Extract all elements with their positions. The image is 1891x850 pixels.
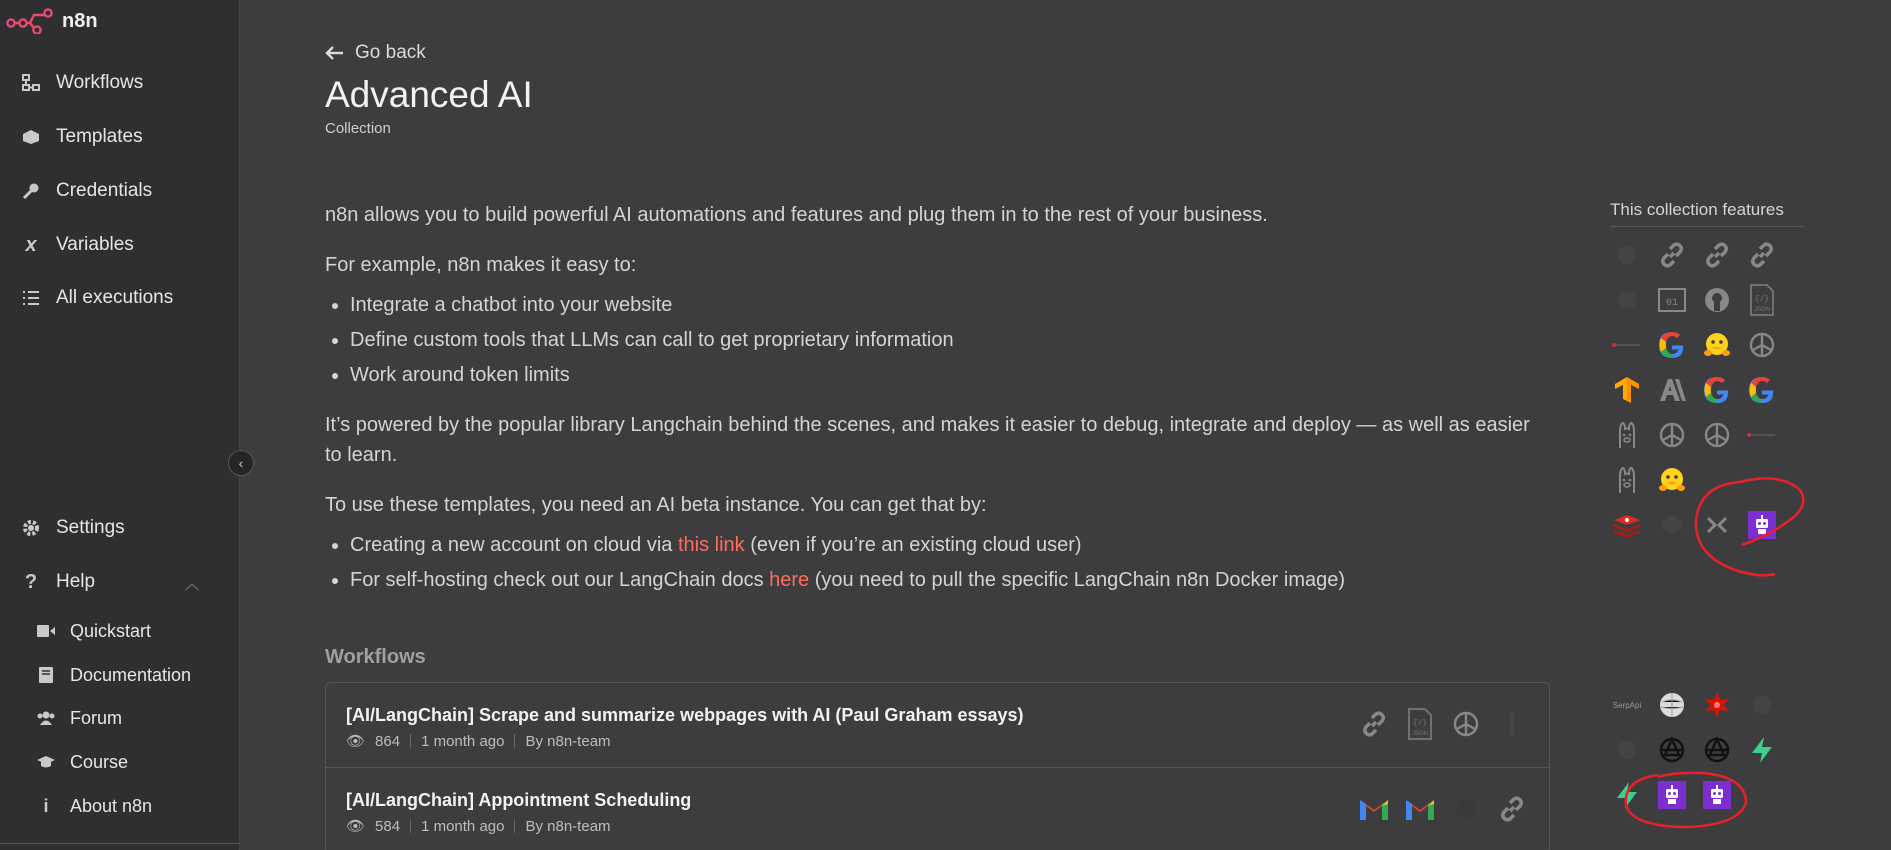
collapse-sidebar-button[interactable]	[228, 450, 254, 476]
help-item-about[interactable]	[0, 788, 240, 824]
workflows-icon	[20, 72, 42, 94]
setup-list	[350, 530, 1535, 595]
description-paragraph: To use these templates, you need an AI beta instance. You can get that by:	[325, 494, 987, 516]
meta-divider	[410, 734, 411, 748]
faded-icon	[1610, 238, 1644, 272]
eye-icon: 👁	[346, 818, 366, 835]
link-icon	[1655, 238, 1689, 272]
arrow-left-icon	[325, 45, 345, 61]
ollama-icon	[1610, 463, 1644, 497]
sidebar-item-executions[interactable]	[0, 278, 240, 318]
help-item-label: Documentation	[70, 664, 192, 685]
description-paragraph: n8n allows you to build powerful AI automations and features and plug them in to the rest of your business.	[325, 204, 1268, 226]
graduation-icon	[36, 752, 56, 772]
n8n-logo[interactable]	[6, 8, 98, 34]
list-text: (even if you’re an existing cloud user)	[744, 534, 1082, 556]
help-item-forum[interactable]	[0, 700, 240, 736]
chevron-up-icon[interactable]: ︿	[185, 576, 199, 592]
description-paragraph: It’s powered by the popular library Langchain behind the scenes, and makes it easier to debug, integrate and deploy — as well as easier to learn.	[325, 414, 1530, 466]
google-icon	[1700, 373, 1734, 407]
openai-icon	[1655, 418, 1689, 452]
sidebar-item-label: Credentials	[56, 180, 153, 201]
robot-icon	[1655, 778, 1689, 812]
faded-icon	[1610, 283, 1644, 317]
help-item-label: Quickstart	[70, 620, 152, 641]
collection-features-panel	[1610, 200, 1805, 710]
info-icon: i	[43, 795, 49, 816]
workflow-list	[325, 682, 1550, 850]
sidebar-item-settings[interactable]	[0, 508, 240, 548]
meta-divider	[514, 734, 515, 748]
app-name: n8n	[62, 9, 98, 32]
gmail-icon	[1357, 792, 1391, 826]
list-item	[350, 530, 1535, 560]
line-icon	[1745, 418, 1779, 452]
list-text: Creating a new account on cloud via	[350, 534, 678, 556]
robot-icon	[1700, 778, 1734, 812]
google-icon	[1745, 373, 1779, 407]
faded-icon	[1655, 508, 1689, 542]
workflow-node-icons	[1357, 707, 1529, 741]
sidebar-item-label: Settings	[56, 517, 125, 538]
openai-icon	[1745, 328, 1779, 362]
svg-text:JSON: JSON	[1411, 731, 1429, 737]
link-icon	[1495, 792, 1529, 826]
workflow-title: [AI/LangChain] Scrape and summarize webpages with AI (Paul Graham essays)	[346, 705, 1024, 725]
line-icon	[1610, 328, 1644, 362]
workflow-author: By n8n-team	[525, 817, 611, 835]
workflow-age: 1 month ago	[421, 732, 505, 750]
tensorflow-icon	[1610, 373, 1644, 407]
anthropic-icon	[1655, 373, 1689, 407]
meta-divider	[410, 819, 411, 833]
svg-text:SerpApi: SerpApi	[1612, 701, 1642, 710]
workflow-row[interactable]	[326, 683, 1549, 768]
page-title: Advanced AI	[325, 74, 533, 115]
workflows-section-title: Workflows	[325, 646, 426, 668]
sidebar-item-variables[interactable]	[0, 225, 240, 265]
list-item	[350, 565, 1535, 595]
list-item: • Integrate a chatbot into your website	[350, 290, 1535, 320]
n8n-logo-icon	[6, 8, 54, 34]
sidebar-item-label: Help	[56, 571, 96, 592]
sidebar-item-templates[interactable]	[0, 117, 240, 157]
sidebar-item-workflows[interactable]	[0, 63, 240, 103]
svg-text:{/}: {/}	[1754, 295, 1770, 304]
go-back-link[interactable]	[325, 42, 426, 64]
openai-icon	[1700, 418, 1734, 452]
faded-icon	[1495, 707, 1529, 741]
video-icon	[36, 621, 56, 641]
github-icon	[1700, 283, 1734, 317]
redis-icon	[1610, 508, 1644, 542]
help-item-course[interactable]	[0, 744, 240, 780]
dark-knot-icon	[1700, 733, 1734, 767]
go-back-label: Go back	[355, 42, 426, 63]
workflow-title: [AI/LangChain] Appointment Scheduling	[346, 790, 692, 810]
robot-icon	[1745, 508, 1779, 542]
workflow-node-icons	[1357, 792, 1529, 826]
workflow-meta	[346, 732, 1529, 750]
openai-icon	[1449, 707, 1483, 741]
serpapi-icon	[1610, 688, 1644, 722]
ollama-icon	[1610, 418, 1644, 452]
wolfram-icon	[1700, 688, 1734, 722]
link-icon	[1357, 707, 1391, 741]
supabase-icon	[1610, 778, 1644, 812]
feature-list	[350, 290, 1535, 390]
help-item-quickstart[interactable]	[0, 613, 240, 649]
features-title: This collection features	[1610, 200, 1805, 227]
view-count: 864	[375, 732, 401, 750]
link-icon	[1700, 238, 1734, 272]
svg-text:01: 01	[1665, 298, 1679, 309]
link-icon	[1745, 238, 1779, 272]
key-icon	[20, 180, 42, 202]
sidebar-item-help[interactable]	[0, 562, 240, 602]
workflow-age: 1 month ago	[421, 817, 505, 835]
chevron-left-icon: ‹	[238, 455, 244, 471]
help-item-documentation[interactable]	[0, 657, 240, 693]
help-item-label: About n8n	[70, 795, 153, 816]
google-icon	[1655, 328, 1689, 362]
supabase-icon	[1745, 733, 1779, 767]
sidebar-item-label: Workflows	[56, 72, 144, 93]
workflow-author: By n8n-team	[525, 732, 611, 750]
users-icon	[36, 708, 56, 728]
sidebar	[0, 0, 240, 850]
question-icon: ?	[24, 570, 38, 593]
book-icon	[36, 665, 56, 685]
faded-icon	[1449, 792, 1483, 826]
svg-text:JSON: JSON	[1753, 307, 1771, 313]
svg-text:{/}: {/}	[1412, 719, 1428, 728]
list-text: For self-hosting check out our LangChain docs	[350, 569, 770, 591]
gear-icon	[20, 517, 42, 539]
help-item-label: Course	[70, 751, 129, 772]
sidebar-divider	[0, 843, 240, 844]
this-link[interactable]: this link	[677, 534, 745, 556]
executions-icon	[20, 287, 42, 309]
help-item-label: Forum	[70, 707, 123, 728]
dark-knot-icon	[1655, 733, 1689, 767]
faded-icon	[1745, 688, 1779, 722]
workflow-meta	[346, 817, 1529, 835]
eye-icon: 👁	[346, 733, 366, 750]
variables-icon: x	[25, 233, 37, 256]
huggingface-icon	[1700, 328, 1734, 362]
list-item: • Define custom tools that LLMs can call to get proprietary information	[350, 325, 1535, 355]
binary-icon	[1655, 283, 1689, 317]
huggingface-icon	[1655, 463, 1689, 497]
mistral-icon	[1700, 508, 1734, 542]
sidebar-item-credentials[interactable]	[0, 171, 240, 211]
here-link[interactable]: here	[769, 569, 810, 591]
workflow-row[interactable]	[326, 768, 1549, 850]
gmail-icon	[1403, 792, 1437, 826]
faded-icon	[1610, 733, 1644, 767]
meta-divider	[514, 819, 515, 833]
json-icon	[1745, 283, 1779, 317]
view-count: 584	[375, 817, 401, 835]
json-icon	[1403, 707, 1437, 741]
sidebar-item-label: Templates	[56, 126, 143, 147]
sidebar-item-label: Variables	[56, 234, 134, 255]
list-item: • Work around token limits	[350, 360, 1535, 390]
sidebar-item-label: All executions	[56, 287, 174, 308]
collection-description	[325, 200, 1535, 615]
templates-icon	[20, 126, 42, 148]
description-paragraph: For example, n8n makes it easy to:	[325, 254, 637, 276]
wikipedia-icon	[1655, 688, 1689, 722]
list-text: (you need to pull the specific LangChain n8n Docker image)	[809, 569, 1346, 591]
page-subtitle: Collection	[325, 120, 391, 137]
